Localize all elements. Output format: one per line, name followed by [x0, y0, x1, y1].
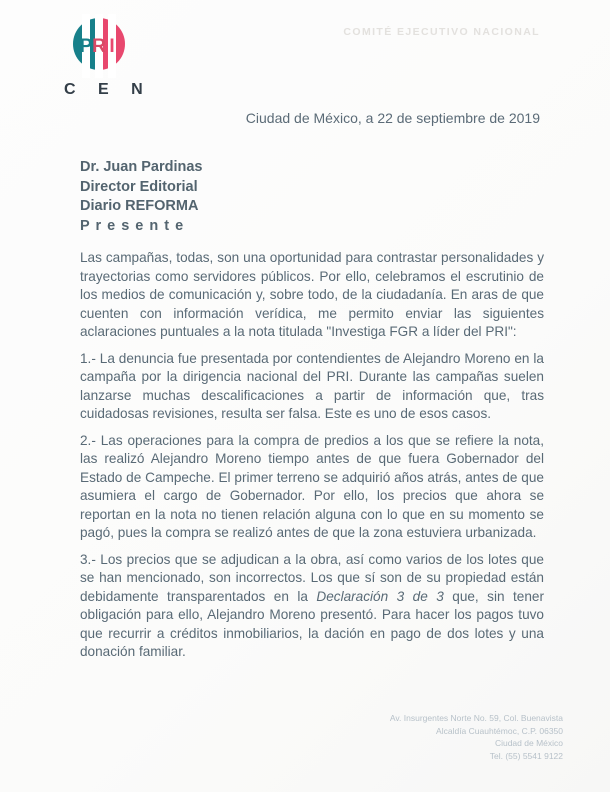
letterhead-org-name: COMITÉ EJECUTIVO NACIONAL — [343, 26, 540, 38]
footer-address-line3: Ciudad de México — [494, 738, 563, 749]
point-3-text-before: 3.- Los precios que se adjudican a la obra, así como varios de los lotes que se han mencionado, son incorrectos. Los que sí son de su propiedad están debidamente transparentados en la — [80, 551, 544, 604]
pri-logo-letter-p: P — [82, 14, 90, 78]
recipient-salutation: P r e s e n t e — [80, 217, 185, 234]
letter-footer — [390, 712, 563, 762]
footer-address-line2: Alcaldía Cuauhtémoc, C.P. 06350 — [436, 725, 563, 736]
point-1-paragraph: 1.- La denuncia fue presentada por contendientes de Alejandro Moreno en la campaña por la dirigencia nacional del PRI. Durante las campañas suelen lanzarse muchas descalificaciones a partir de información que, tras cuidadosas revisiones, resulta ser falsa. Este es uno de esos casos. — [80, 350, 544, 421]
pri-logo-letter-i: I — [108, 14, 116, 78]
recipient-title: Director Editorial — [80, 178, 198, 195]
footer-phone: Tel. (55) 5541 9122 — [489, 750, 563, 761]
intro-paragraph: Las campañas, todas, son una oportunidad para contrastar personalidades y trayectorias como servidores públicos. Por ello, celebramos el escrutinio de los medios de comunicación y, sobre todo, de la ciudadanía. En aras de que cuenten con información verídica, me permito enviar las siguientes aclaraciones puntuales a la nota titulada "Investiga FGR a líder del PRI": — [80, 250, 544, 339]
footer-address-line1: Av. Insurgentes Norte No. 59, Col. Buenavista — [389, 713, 563, 723]
point-2-paragraph: 2.- Las operaciones para la compra de predios a los que se refiere la nota, las realizó Alejandro Moreno tiempo antes de que fuera Gobernador del Estado de Campeche. El primer terreno se adquirió años atrás, antes de que asumiera el cargo de Gobernador. Por ello, los precios que ahora se reportan en la nota no tienen relación alguna con lo que en su momento se pagó, pues la compra se realizó antes de que la zona estuviera urbanizada. — [80, 432, 544, 540]
letter-body — [80, 249, 544, 662]
logo-unit-label: C E N — [64, 81, 152, 98]
pri-logo-icon — [73, 14, 125, 78]
dateline: Ciudad de México, a 22 de septiembre de 2019 — [245, 110, 540, 126]
point-3-italic-title: Declaración 3 de 3 — [316, 588, 444, 604]
pri-cen-logo — [64, 14, 174, 99]
point-3-text-after: que, sin tener obligación para ello, Alejandro Moreno presentó. Para hacer los pagos tuvo que recurrir a créditos inmobiliarios, la dación en pago de dos lotes y una donación familiar. — [80, 588, 544, 659]
recipient-block — [80, 158, 203, 236]
point-3-paragraph — [80, 551, 544, 662]
recipient-name: Dr. Juan Pardinas — [80, 159, 203, 175]
recipient-organization: Diario REFORMA — [80, 198, 199, 214]
pri-logo-letter-r: R — [95, 14, 103, 78]
